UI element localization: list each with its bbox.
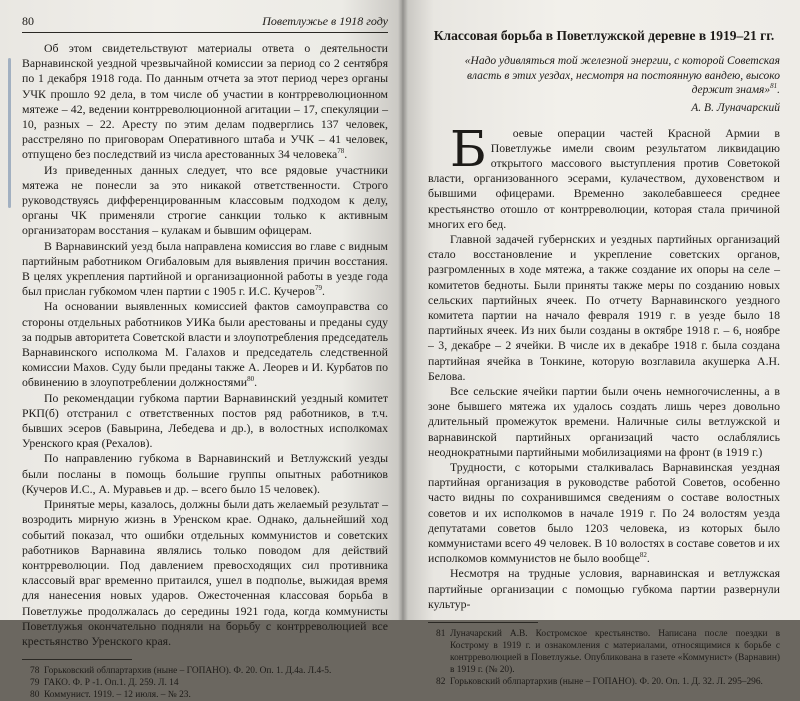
left-running-head bbox=[22, 14, 388, 33]
footnote-divider bbox=[428, 622, 538, 623]
paragraph: Несмотря на трудные условия, варнавинская и ветлужская партийные организации с помощью губкома партии развернули культур- bbox=[428, 566, 780, 611]
paragraph: Все сельские ячейки партии были очень немногочисленны, а в зоне бывшего мятежа их удалось создать лишь через довольно длительный промежуток времени. Наличные силы ветлужской и варнавинской партийных организаций часто ослаблялись неоднократными партийными мобилизациями на фронт (в 1919 г.) bbox=[428, 383, 780, 459]
footnote: 79 ГАКО. Ф. Р -1. Оп.1. Д. 259. Л. 14 bbox=[30, 678, 179, 689]
paragraph: На основании выявленных комиссией фактов самоуправства со стороны отдельных работников УИКа были арестованы и преданы суду за подрыв авторитета Советской власти и злоупотребления председатель Варнавинского исполкома М. Галахов и председатель следственной комиссии Махов. Суду были преданы также А. Леорев и И. Курбатов по обвинению в злоупотреблении должностями$^{80}$. bbox=[22, 299, 388, 390]
footnote-ref: 82 bbox=[639, 551, 647, 560]
right-body-text bbox=[428, 119, 780, 613]
footnote-ref: 80 bbox=[247, 375, 255, 384]
footnote: 82 Горьковский облпартархив (ныне – ГОПАНО). Ф. 20. Оп. 1. Д. 32. Л. 295–296. bbox=[436, 677, 763, 687]
footnote-ref: 78 bbox=[337, 147, 345, 156]
paragraph: В Варнавинский уезд была направлена комиссия во главе с видным партийным работником Огибаловым для выявления причин восстания. В целях укрепления партийной и организационной работы в уезде года был прислан губкомом член партии с 1905 г. И.С. Кучеров$^{79}$. bbox=[22, 238, 388, 299]
paragraph: По направлению губкома в Варнавинский и Ветлужский уезды были посланы в помощь большие группы опытных работников (Кучеров И.С., А. Муравьев и др. – всего было 15 человек). bbox=[22, 451, 388, 496]
footnote: 80 Коммунист. 1919. – 12 июля. – № 23. bbox=[30, 690, 191, 701]
paragraph: Из приведенных данных следует, что все рядовые участники мятежа не понесли за это никакой ответственности. Строго руководствуясь дифференцированным классовым подходом к делу, органы ЧК применяли строгие санкции только к активным организаторам восстания – кулакам и бывшим офицерам. bbox=[22, 162, 388, 238]
page-number: 80 bbox=[22, 14, 34, 28]
running-title: Поветлужье в 1918 году bbox=[262, 14, 388, 28]
chapter-title: Классовая борьба в Поветлужской деревне в 1919–21 гг. bbox=[433, 28, 775, 43]
right-footnotes bbox=[428, 628, 780, 688]
left-body-text bbox=[22, 41, 388, 649]
footnote-divider bbox=[22, 659, 132, 660]
footnote-ref: 81 bbox=[770, 82, 778, 91]
epigraph: «Надо удивляться той железной энергии, с которой Советская власть в этих уездах, несмотря на постоянную вандею, высоко держит знамя»$^{81}$. bbox=[464, 55, 780, 96]
epigraph-author: А. В. Луначарский bbox=[691, 101, 780, 114]
left-footnotes bbox=[22, 665, 388, 701]
opening-paragraph: Б оевые операции частей Красной Армии в Поветлужье имели своим результатом ликвидацию открытого массового выступления против Советокой власти, организованного эсерами, кулачеством, духовенством и бывшими офицерами. Временно заколебавшееся среднее крестьянство отошло от контрреволюции, которая стала причиной многих его бед. bbox=[428, 119, 780, 231]
paragraph: Трудности, с которыми сталкивалась Варнавинская уездная партийная организация в руководстве работой Советов, особенно часто видны по сохранившимся сведениям о составе волостных советов и их исполкомов в начале 1919 г. По 24 волостям уезда депутатами советов было 1203 человека, из которых было коммунистами всего 49 человек. В 10 волостях в составе советов и их исполкомов коммунистов не было вообще$^{82}$. bbox=[428, 459, 780, 566]
footnote: 81 Луначарский А.В. Костромское крестьянство. Написана после поездки в Кострому в 1919 г. и ознакомления с материалами, относящимися к борьбе с контрреволюцией в Поветлужье. Опубликована в газете «Коммунист» (Варнавин) в 1919 г. (№ 20). bbox=[436, 629, 780, 675]
book-gutter-shadow bbox=[398, 0, 408, 620]
paragraph: Принятые меры, казалось, должны были дать желаемый результат – возродить мирную жизнь в Уренском крае. Однако, дальнейший ход событий показал, что ошибки отдельных коммунистов и советских работников Варнавина являлись только поводом для действий контрреволюции. Под давлением превосходящих сил противника классовый враг временно притаился, ушел в подполье, выжидая время для нанесения новых ударов. Ожесточенная классовая борьба в Поветлужье продолжалась до середины 1921 года, когда коммунисты Поветлужья окончательно подняли на борьбу с контрреволюцией все крестьянство Уренского края. bbox=[22, 497, 388, 648]
drop-cap-letter: Б bbox=[450, 119, 487, 178]
footnote: 78 Горьковский облпартархив (ныне – ГОПАНО). Ф. 20. Оп. 1. Д.4а. Л.4-5. bbox=[30, 666, 332, 677]
paragraph: Главной задачей губернских и уездных партийных организаций стало восстановление и укрепление советских органов, разгромленных в ходе мятежа, а также создание их опоры на селе – комитетов бедноты. Были приняты также меры по созданию новых сельских партийных ячеек. По отчету Варнавинского уездного комитета партии на начало февраля 1919 г. в уезде было 18 партийных ячеек. Из них были созданы в октябре 1918 г. – 6, ноябре – 3, декабре – 2 ячейки. В числе их в декабре 1918 г. была создана партийная ячейка в Тонкине, которую возглавила акушерка А.Н. Белова. bbox=[428, 231, 780, 383]
pen-margin-mark bbox=[8, 58, 11, 208]
paragraph: Об этом свидетельствуют материалы ответа о деятельности Варнавинской уездной чрезвычайной комиссии за период со 2 сентября по 1 декабря 1918 года. По данным отчета за этот период через органы УЧК прошло 92 дела, в том числе об участии в контрреволюционном мятеже – 42, ведении контрреволюционной агитации – 17, спекуляции – 10, разных – 22. Аресту по этим делам подверглись 137 человек, расстреляно по приговорам Оперативного штаба и УЧК – 41 человек, отпущено без последствий из числа арестованных 34 человека$^{78}$. bbox=[22, 41, 388, 162]
paragraph: По рекомендации губкома партии Варнавинский уездный комитет РКП(б) отстранил с ответственных постов ряд работников, в т.ч. бывших эсеров (Бавырина, Лебедева и др.), в волостных исполкомах Уренского края (Рехалов). bbox=[22, 390, 388, 451]
right-page bbox=[402, 0, 800, 687]
footnote-ref: 79 bbox=[314, 284, 322, 293]
